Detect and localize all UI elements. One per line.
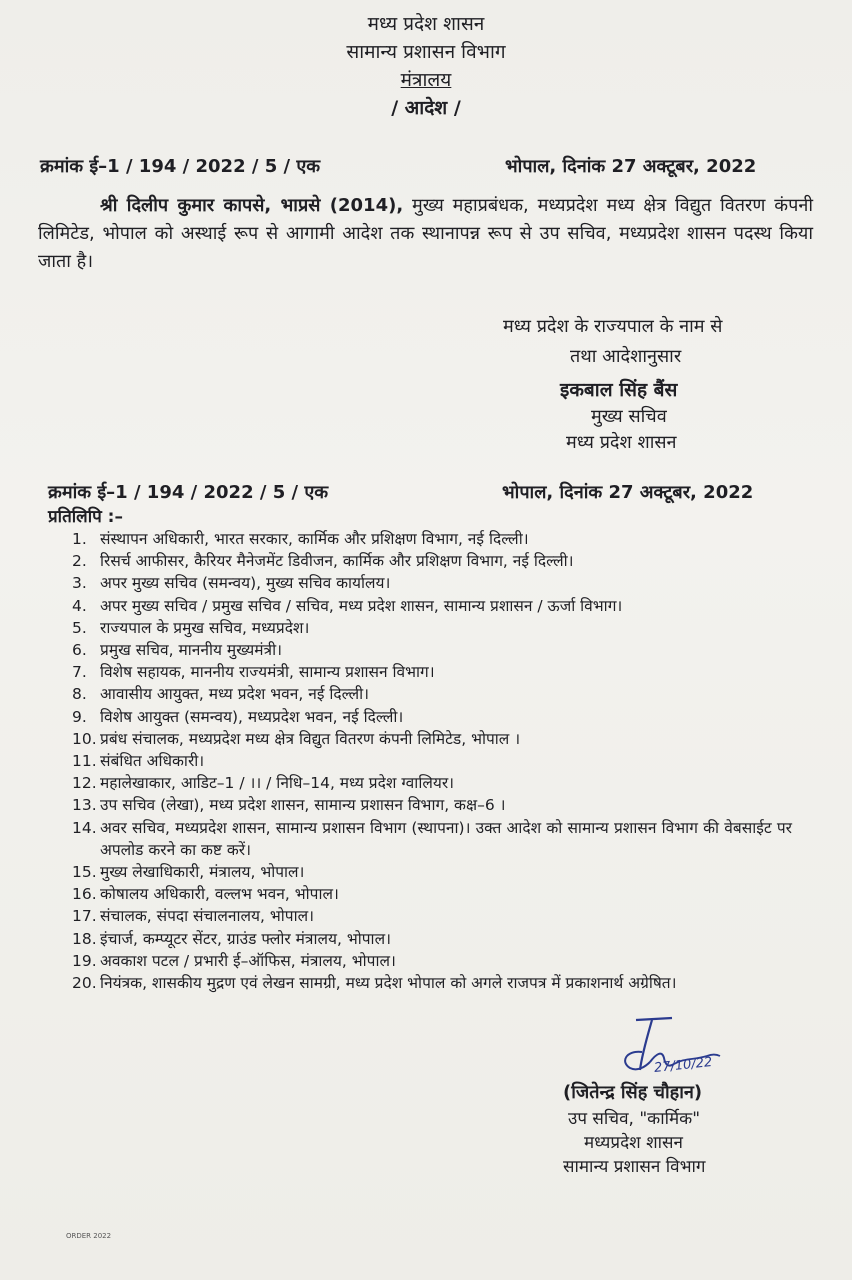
order-place-date: भोपाल, दिनांक 27 अक्टूबर, 2022 xyxy=(505,156,757,177)
copy-list-item-text: उप सचिव (लेखा), मध्य प्रदेश शासन, सामान्य प्रशासन विभाग, कक्ष–6 । xyxy=(100,796,506,815)
header-government: मध्य प्रदेश शासन xyxy=(367,13,485,35)
authority-name: इकबाल सिंह बैंस xyxy=(560,379,678,401)
copy-list-item-text: मुख्य लेखाधिकारी, मंत्रालय, भोपाल। xyxy=(100,863,305,882)
copy-list-item-text: अवर सचिव, मध्यप्रदेश शासन, सामान्य प्रशासन विभाग (स्थापना)। उक्त आदेश को सामान्य प्रशासन विभाग की वेबसाईट पर अपलोड करने का कष्ट करें। xyxy=(100,818,792,859)
copy-list-item-number: 17. xyxy=(72,907,97,926)
copy-list-item-text: प्रबंध संचालक, मध्यप्रदेश मध्य क्षेत्र विद्युत वितरण कंपनी लिमिटेड, भोपाल । xyxy=(100,729,521,748)
copy-list-item-number: 5. xyxy=(72,618,87,637)
copy-list-item-text: आवासीय आयुक्त, मध्य प्रदेश भवन, नई दिल्ली। xyxy=(100,685,369,704)
copy-list-item xyxy=(72,639,792,661)
copy-list-item-number: 1. xyxy=(72,530,87,548)
copy-list-item-number: 11. xyxy=(72,752,97,771)
copy-list-item-number: 8. xyxy=(72,685,87,704)
copy-list-item xyxy=(72,595,792,617)
copy-list-item xyxy=(72,661,792,683)
copy-list-item-text: महालेखाकार, आडिट–1 / ।। / निधि–14, मध्य प्रदेश ग्वालियर। xyxy=(100,774,455,793)
copy-list-item xyxy=(72,572,792,594)
copy-recipient-list xyxy=(72,528,792,994)
copy-list-item-text: इंचार्ज, कम्प्यूटर सेंटर, ग्राउंड फ्लोर मंत्रालय, भोपाल। xyxy=(100,929,391,948)
handwritten-date: 27/10/22 xyxy=(653,1054,714,1077)
authority-line1: मध्य प्रदेश के राज्यपाल के नाम से xyxy=(503,316,723,337)
copy-list-item xyxy=(72,528,792,550)
footer-note: ORDER 2022 xyxy=(66,1232,112,1240)
copy-list-item xyxy=(72,972,792,994)
copy-list-item-number: 20. xyxy=(72,974,97,993)
copy-list-item-text: अवकाश पटल / प्रभारी ई–ऑफिस, मंत्रालय, भोपाल। xyxy=(100,951,396,970)
copy-list-item-text: नियंत्रक, शासकीय मुद्रण एवं लेखन सामग्री, मध्य प्रदेश भोपाल को अगले राजपत्र में प्रकाशनार्थ अग्रेषित। xyxy=(100,974,677,993)
copy-list-item-text: संबंधित अधिकारी। xyxy=(100,752,205,771)
signatory-department: सामान्य प्रशासन विभाग xyxy=(563,1157,706,1177)
copy-list-item-number: 2. xyxy=(72,552,87,571)
copy-list-item xyxy=(72,750,792,772)
authority-office: मध्य प्रदेश शासन xyxy=(566,432,677,453)
copy-list-item-text: अपर मुख्य सचिव / प्रमुख सचिव / सचिव, मध्य प्रदेश शासन, सामान्य प्रशासन / ऊर्जा विभाग। xyxy=(100,596,623,615)
copy-list-item xyxy=(72,772,792,794)
copy-list-item xyxy=(72,706,792,728)
header-ministry: मंत्रालय xyxy=(400,69,452,91)
copy-list-item-text: प्रमुख सचिव, माननीय मुख्यमंत्री। xyxy=(100,641,282,660)
signatory-designation: उप सचिव, "कार्मिक" xyxy=(568,1109,701,1129)
copy-list-item-number: 12. xyxy=(72,774,97,793)
copy-list-item-text: संस्थापन अधिकारी, भारत सरकार, कार्मिक और प्रशिक्षण विभाग, नई दिल्ली। xyxy=(100,530,529,548)
copy-place-date: भोपाल, दिनांक 27 अक्टूबर, 2022 xyxy=(502,482,754,503)
copy-list-item-number: 18. xyxy=(72,929,97,948)
copy-list-item xyxy=(72,928,792,950)
header-department: सामान्य प्रशासन विभाग xyxy=(346,41,506,63)
copy-ref-number: क्रमांक ई–1 / 194 / 2022 / 5 / एक xyxy=(48,482,329,503)
copy-list-item-text: विशेष सहायक, माननीय राज्यमंत्री, सामान्य प्रशासन विभाग। xyxy=(100,663,435,682)
copy-list-item-number: 7. xyxy=(72,663,87,682)
copy-list-item-number: 19. xyxy=(72,951,97,970)
copy-list-item xyxy=(72,817,792,861)
copy-list-item-text: अपर मुख्य सचिव (समन्वय), मुख्य सचिव कार्यालय। xyxy=(100,574,391,593)
copy-list-item xyxy=(72,794,792,816)
copy-list-item-text: संचालक, संपदा संचालनालय, भोपाल। xyxy=(100,907,314,926)
copy-list-item xyxy=(72,883,792,905)
copy-list-item-number: 3. xyxy=(72,574,87,593)
copy-list-item-number: 16. xyxy=(72,885,97,904)
authority-line2: तथा आदेशानुसार xyxy=(570,346,682,367)
copy-heading: प्रतिलिपि :– xyxy=(48,507,123,527)
copy-list-item xyxy=(72,683,792,705)
authority-designation: मुख्य सचिव xyxy=(591,406,667,427)
copy-list-item-text: विशेष आयुक्त (समन्वय), मध्यप्रदेश भवन, नई दिल्ली। xyxy=(100,707,404,726)
order-body xyxy=(38,192,813,276)
signatory-office: मध्यप्रदेश शासन xyxy=(584,1133,683,1153)
copy-list-item xyxy=(72,905,792,927)
copy-list-item xyxy=(72,728,792,750)
copy-list-item xyxy=(72,861,792,883)
order-body-text: मुख्य महाप्रबंधक, मध्यप्रदेश मध्य क्षेत्र विद्युत वितरण कंपनी लिमिटेड, भोपाल को अस्थाई रूप से आगामी आदेश तक स्थानापन्न रूप से उप सचिव, मध्यप्रदेश शासन पदस्थ किया जाता है। xyxy=(38,195,813,272)
order-body-officer: श्री दिलीप कुमार कापसे, भाप्रसे (2014), xyxy=(100,195,404,216)
copy-list-item-number: 4. xyxy=(72,596,87,615)
copy-list-item-number: 13. xyxy=(72,796,97,815)
copy-list-item xyxy=(72,617,792,639)
copy-list-item-number: 14. xyxy=(72,818,97,837)
signatory-name: (जितेन्द्र सिंह चौहान) xyxy=(563,1082,703,1103)
copy-list-item-text: रिसर्च आफीसर, कैरियर मैनेजमेंट डिवीजन, कार्मिक और प्रशिक्षण विभाग, नई दिल्ली। xyxy=(100,552,574,571)
copy-list-item-text: कोषालय अधिकारी, वल्लभ भवन, भोपाल। xyxy=(100,885,339,904)
header-order-title: / आदेश / xyxy=(391,97,461,119)
order-ref-number: क्रमांक ई–1 / 194 / 2022 / 5 / एक xyxy=(40,156,321,177)
copy-list-item-number: 15. xyxy=(72,863,97,882)
copy-list-item-number: 9. xyxy=(72,707,87,726)
copy-list-item-text: राज्यपाल के प्रमुख सचिव, मध्यप्रदेश। xyxy=(100,618,310,637)
copy-list-item-number: 6. xyxy=(72,641,87,660)
copy-list-item xyxy=(72,950,792,972)
copy-list-item xyxy=(72,550,792,572)
copy-list-item-number: 10. xyxy=(72,729,97,748)
